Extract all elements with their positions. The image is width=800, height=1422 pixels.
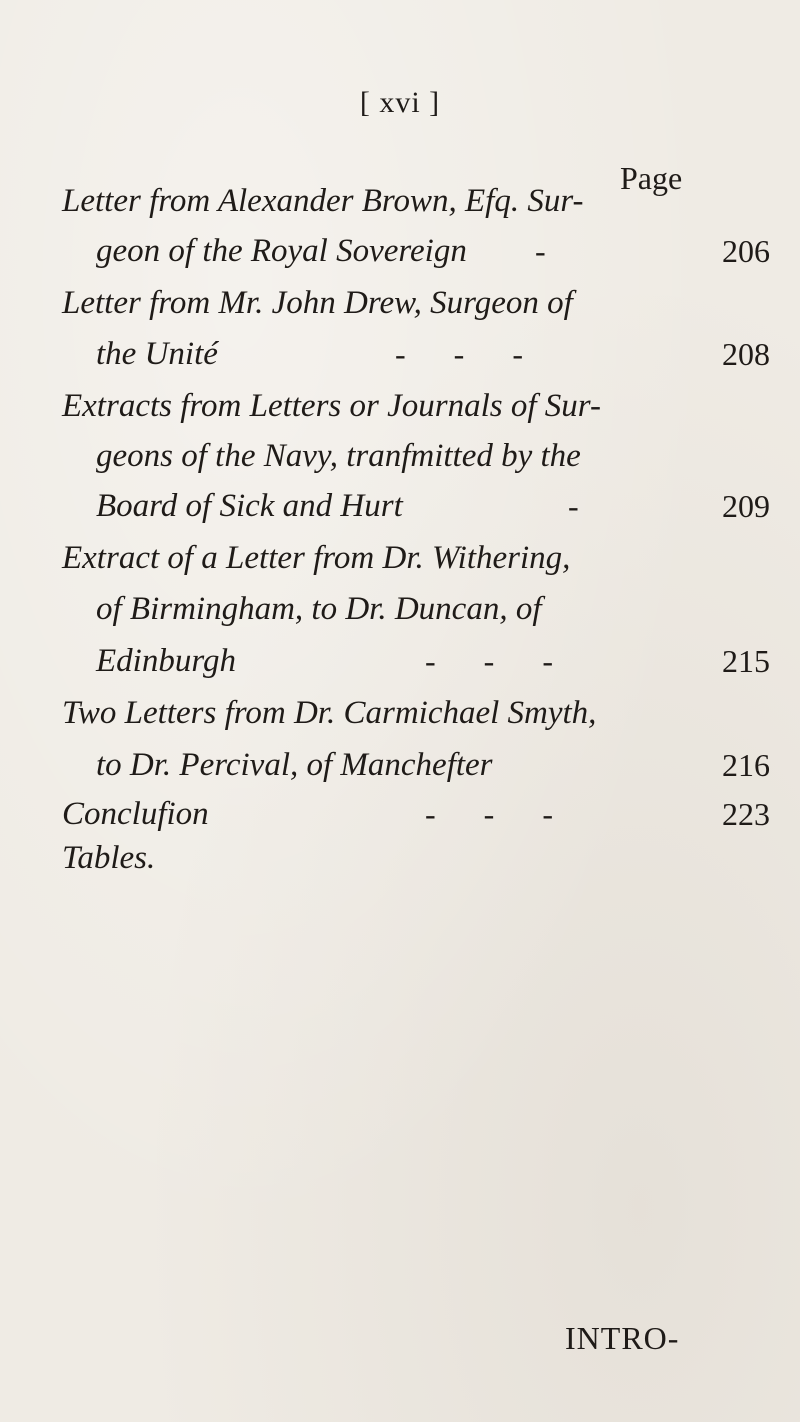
toc-entry-line: geons of the Navy, tranfmitted by the <box>96 438 581 474</box>
toc-page-number: 215 <box>722 643 770 679</box>
toc-entry-line: Edinburgh <box>96 643 236 679</box>
toc-leader: - - - <box>425 643 553 679</box>
toc-leader: - - - <box>425 796 553 832</box>
toc-entry-line: the Unité <box>96 336 218 372</box>
toc-entry-line: Letter from Alexander Brown, Efq. Sur- <box>62 183 584 219</box>
toc-page-number: 209 <box>722 488 770 524</box>
page-folio: [ xvi ] <box>359 86 441 119</box>
toc-entry-line: Board of Sick and Hurt <box>96 488 403 524</box>
toc-page-number: 208 <box>722 336 770 372</box>
toc-entry-line: Tables. <box>62 840 156 876</box>
toc-page-number: 206 <box>722 233 770 269</box>
toc-leader: - <box>568 488 579 524</box>
toc-entry-line: Extracts from Letters or Journals of Sur- <box>62 388 601 424</box>
toc-entry-line: geon of the Royal Sovereign <box>96 233 467 269</box>
toc-page-number: 223 <box>722 796 770 832</box>
toc-entry-line: Conclufion <box>62 796 209 832</box>
toc-leader: - <box>535 233 546 269</box>
toc-leader: - - - <box>395 336 523 372</box>
toc-entry-line: to Dr. Percival, of Manchefter <box>96 747 493 783</box>
toc-entry-line: of Birmingham, to Dr. Duncan, of <box>96 591 542 627</box>
page-column-label: Page <box>620 160 683 196</box>
toc-page-number: 216 <box>722 747 770 783</box>
toc-entry-line: Extract of a Letter from Dr. Withering, <box>62 540 571 576</box>
catchword: INTRO- <box>565 1320 680 1356</box>
toc-entry-line: Two Letters from Dr. Carmichael Smyth, <box>62 695 597 731</box>
toc-entry-line: Letter from Mr. John Drew, Surgeon of <box>62 285 573 321</box>
